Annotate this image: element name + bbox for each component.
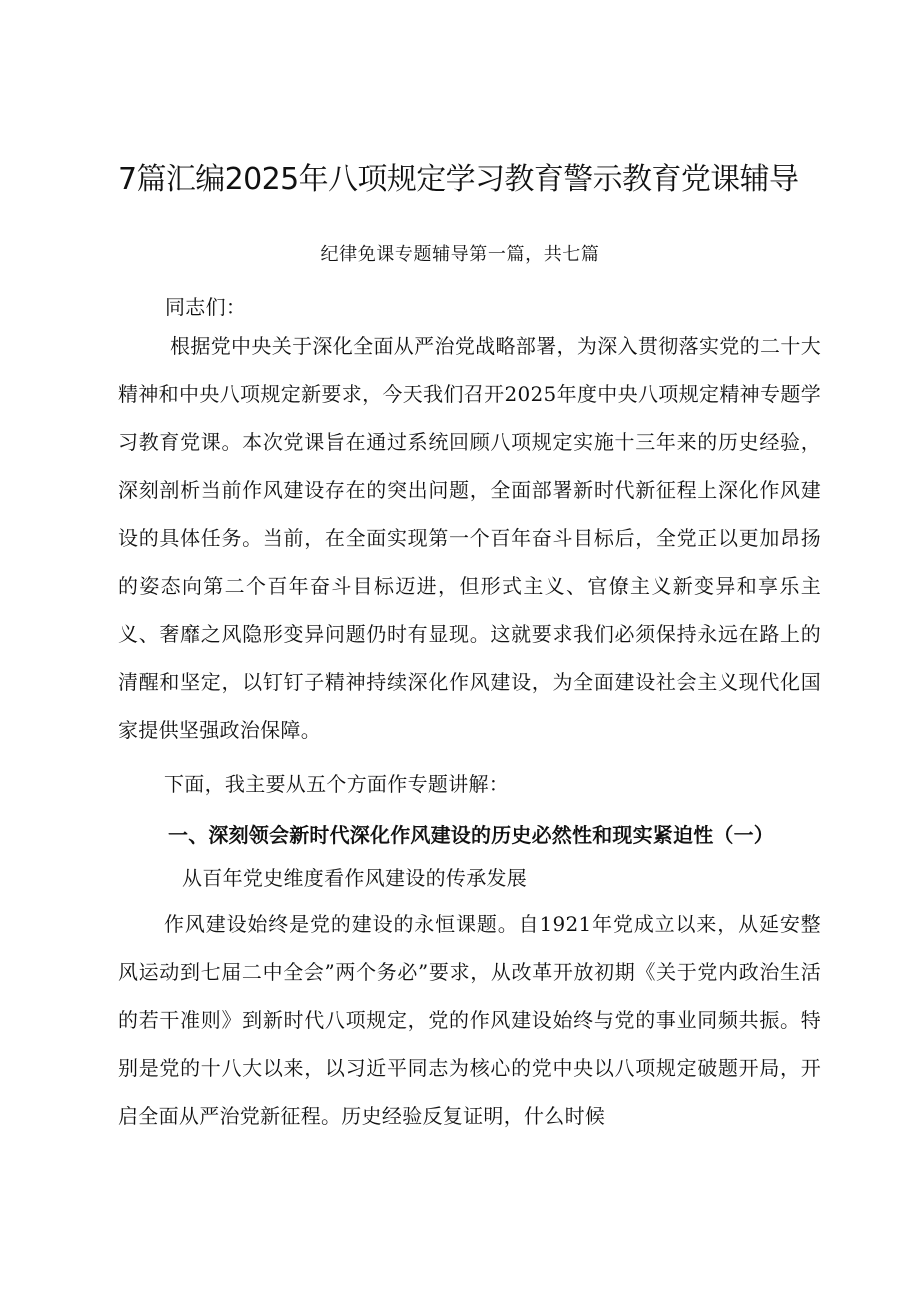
outline-paragraph: 下面，我主要从五个方面作专题讲解： xyxy=(164,772,510,796)
document-subtitle: 纪律免课专题辅导第一篇，共七篇 xyxy=(320,244,600,265)
subsection-heading: 从百年党史维度看作风建设的传承发展 xyxy=(182,866,528,890)
intro-paragraph: 根据党中央关于深化全面从严治党战略部署，为深入贯彻落实党的二十大精神和中央八项规定新要求，今天我们召开2025年度中央八项规定精神专题学习教育党课。本次党课旨在通过系统回顾八项规定实施十三年来的历史经验，深刻剖析当前作风建设存在的突出问题，全面部署新时代新征程上深化作风建设的具体任务。当前，在全面实现第一个百年奋斗目标后，全党正以更加昂扬的姿态向第二个百年奋斗目标迈进，但形式主义、官僚主义新变异和享乐主义、奢靡之风隐形变异问题仍时有显现。这就要求我们必须保持永远在路上的清醒和坚定，以钉钉子精神持续深化作风建设，为全面建设社会主义现代化国家提供坚强政治保障。 xyxy=(118,334,821,742)
section-heading: 一、深刻领会新时代深化作风建设的历史必然性和现实紧迫性（一） xyxy=(168,823,774,847)
greeting-text: 同志们： xyxy=(165,295,247,319)
history-paragraph: 作风建设始终是党的建设的永恒课题。自1921年党成立以来，从延安整风运动到七届二中全会”两个务必”要求，从改革开放初期《关于党内政治生活的若干准则》到新时代八项规定，党的作风建设始终与党的事业同频共振。特别是党的十八大以来，以习近平同志为核心的党中央以八项规定破题开局，开启全面从严治党新征程。历史经验反复证明，什么时候 xyxy=(118,912,821,1128)
document-title: 7篇汇编2025年八项规定学习教育警示教育党课辅导 xyxy=(118,162,799,197)
